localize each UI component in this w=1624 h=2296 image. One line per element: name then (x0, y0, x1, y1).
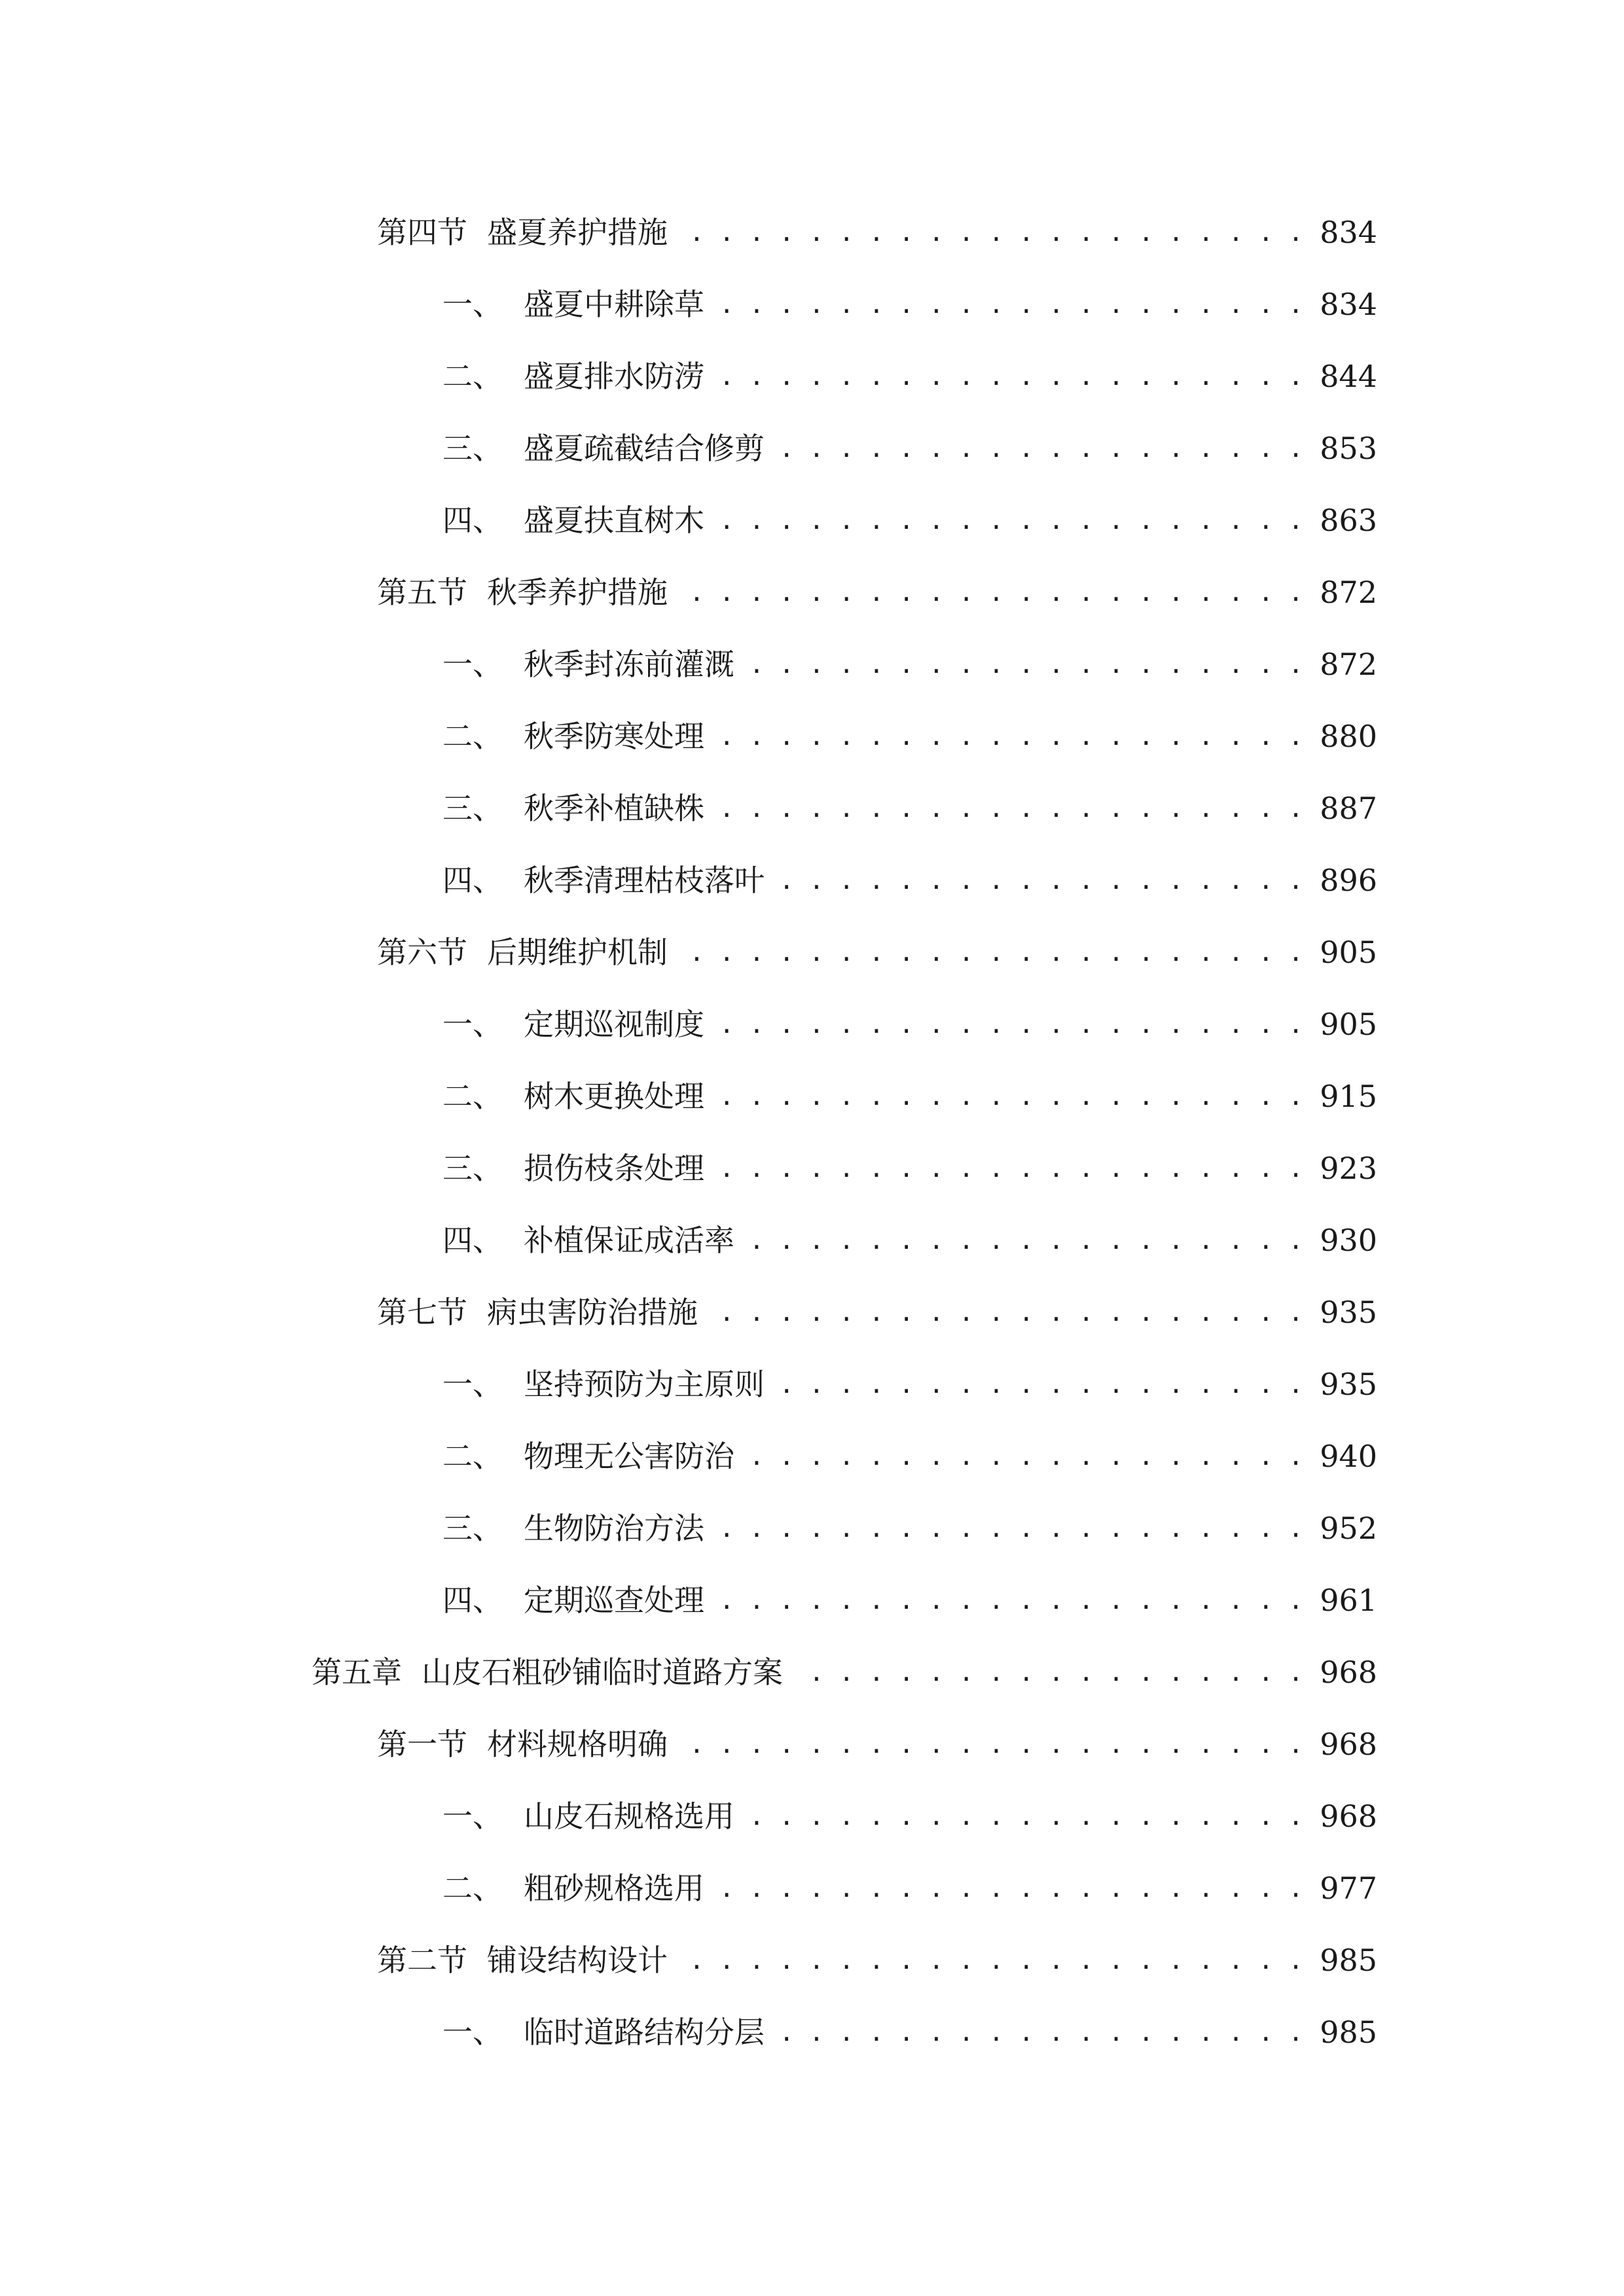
toc-dot-leader (713, 1009, 1303, 1039)
toc-dot-leader (677, 1945, 1303, 1975)
toc-page-number: 905 (1320, 935, 1377, 970)
toc-entry-heading (442, 1583, 704, 1618)
toc-dot-leader (707, 1297, 1303, 1327)
toc-entry-number: 四、 (442, 1223, 503, 1258)
toc-dot-leader (792, 1657, 1303, 1687)
toc-entry-heading (442, 1367, 765, 1402)
toc-page-number: 968 (1320, 1799, 1377, 1834)
toc-subsection-entry[interactable] (0, 412, 1624, 484)
toc-page-number: 915 (1320, 1079, 1377, 1114)
toc-dot-leader (677, 937, 1303, 967)
toc-subsection-entry[interactable] (0, 988, 1624, 1060)
toc-page-number: 930 (1320, 1223, 1377, 1258)
toc-entry-heading (377, 1943, 668, 1978)
toc-page-number: 985 (1320, 2015, 1377, 2050)
toc-entry-heading (442, 1511, 704, 1546)
toc-dot-leader (774, 1369, 1303, 1399)
toc-entry-heading (442, 359, 704, 394)
toc-entry-number: 第六节 (377, 935, 467, 970)
toc-dot-leader (713, 1081, 1303, 1111)
toc-entry-title: 盛夏中耕除草 (524, 287, 704, 322)
toc-dot-leader (713, 1153, 1303, 1183)
toc-entry-title: 病虫害防治措施 (487, 1295, 698, 1330)
toc-entry-heading (312, 1655, 783, 1690)
toc-entry-title: 材料规格明确 (487, 1727, 668, 1762)
toc-entry-heading (442, 1871, 704, 1906)
toc-entry-number: 一、 (442, 1799, 503, 1834)
toc-entry-number: 三、 (442, 1151, 503, 1186)
toc-entry-title: 山皮石粗砂铺临时道路方案 (422, 1655, 783, 1690)
toc-entry-title: 秋季封冻前灌溉 (524, 647, 734, 682)
toc-page-number: 977 (1320, 1871, 1377, 1906)
toc-entry-heading (442, 2015, 765, 2050)
toc-entry-number: 第一节 (377, 1727, 467, 1762)
toc-page-number: 853 (1320, 431, 1377, 466)
toc-entry-number: 第五章 (312, 1655, 402, 1690)
toc-entry-heading (442, 1223, 734, 1258)
toc-dot-leader (774, 2017, 1303, 2047)
toc-subsection-entry[interactable] (0, 1996, 1624, 2068)
toc-entry-heading (377, 1727, 668, 1762)
toc-section-entry[interactable] (0, 1276, 1624, 1348)
toc-subsection-entry[interactable] (0, 772, 1624, 844)
toc-entry-heading (442, 503, 704, 538)
toc-page-number: 872 (1320, 647, 1377, 682)
toc-entry-number: 第五节 (377, 575, 467, 610)
toc-page-number: 923 (1320, 1151, 1377, 1186)
toc-entry-title: 盛夏扶直树木 (524, 503, 704, 538)
toc-dot-leader (744, 649, 1303, 679)
toc-page-number: 968 (1320, 1727, 1377, 1762)
toc-page-number: 968 (1320, 1655, 1377, 1690)
toc-entry-number: 一、 (442, 2015, 503, 2050)
toc-entry-title: 盛夏养护措施 (487, 215, 668, 250)
toc-section-entry[interactable] (0, 1708, 1624, 1780)
toc-subsection-entry[interactable] (0, 1492, 1624, 1564)
toc-page-number: 863 (1320, 503, 1377, 538)
toc-dot-leader (677, 217, 1303, 247)
toc-dot-leader (774, 433, 1303, 463)
toc-section-entry[interactable] (0, 916, 1624, 988)
toc-entry-number: 四、 (442, 863, 503, 898)
toc-subsection-entry[interactable] (0, 1132, 1624, 1204)
toc-entry-number: 一、 (442, 287, 503, 322)
toc-subsection-entry[interactable] (0, 1348, 1624, 1420)
toc-entry-heading (442, 287, 704, 322)
toc-page-number: 887 (1320, 791, 1377, 826)
toc-subsection-entry[interactable] (0, 844, 1624, 916)
toc-entry-heading (377, 1295, 698, 1330)
toc-subsection-entry[interactable] (0, 628, 1624, 700)
toc-dot-leader (713, 1873, 1303, 1903)
toc-entry-title: 定期巡视制度 (524, 1007, 704, 1042)
toc-entry-number: 三、 (442, 431, 503, 466)
toc-dot-leader (713, 1585, 1303, 1615)
toc-entry-title: 粗砂规格选用 (524, 1871, 704, 1906)
toc-entry-heading (442, 1439, 734, 1474)
toc-entry-title: 秋季养护措施 (487, 575, 668, 610)
toc-entry-heading (442, 1007, 704, 1042)
toc-entry-heading (377, 935, 668, 970)
toc-entry-heading (442, 791, 704, 826)
toc-entry-number: 二、 (442, 359, 503, 394)
toc-entry-title: 后期维护机制 (487, 935, 668, 970)
toc-entry-title: 秋季补植缺株 (524, 791, 704, 826)
toc-section-entry[interactable] (0, 1924, 1624, 1996)
toc-entry-title: 临时道路结构分层 (524, 2015, 765, 2050)
toc-dot-leader (677, 1729, 1303, 1759)
toc-page-number: 940 (1320, 1439, 1377, 1474)
toc-page-number: 834 (1320, 287, 1377, 322)
toc-subsection-entry[interactable] (0, 1420, 1624, 1492)
toc-entry-title: 盛夏疏截结合修剪 (524, 431, 765, 466)
toc-entry-heading (442, 863, 765, 898)
toc-entry-title: 坚持预防为主原则 (524, 1367, 765, 1402)
toc-entry-title: 秋季防寒处理 (524, 719, 704, 754)
toc-entry-number: 第二节 (377, 1943, 467, 1978)
toc-page-number: 896 (1320, 863, 1377, 898)
toc-entry-heading (377, 575, 668, 610)
toc-chapter-entry[interactable] (0, 1636, 1624, 1708)
toc-dot-leader (744, 1225, 1303, 1255)
toc-entry-heading (377, 215, 668, 250)
toc-entry-number: 一、 (442, 647, 503, 682)
toc-dot-leader (713, 505, 1303, 535)
toc-section-entry[interactable] (0, 196, 1624, 268)
table-of-contents (0, 196, 1624, 2068)
toc-entry-number: 二、 (442, 719, 503, 754)
toc-entry-heading (442, 1799, 734, 1834)
toc-subsection-entry[interactable] (0, 1852, 1624, 1924)
toc-entry-title: 生物防治方法 (524, 1511, 704, 1546)
toc-entry-number: 三、 (442, 791, 503, 826)
toc-dot-leader (713, 1513, 1303, 1543)
toc-page-number: 961 (1320, 1583, 1377, 1618)
toc-entry-number: 二、 (442, 1439, 503, 1474)
toc-entry-heading (442, 1079, 704, 1114)
toc-subsection-entry[interactable] (0, 1060, 1624, 1132)
toc-subsection-entry[interactable] (0, 268, 1624, 340)
toc-subsection-entry[interactable] (0, 1204, 1624, 1276)
toc-dot-leader (774, 865, 1303, 895)
toc-section-entry[interactable] (0, 556, 1624, 628)
toc-page-number: 880 (1320, 719, 1377, 754)
toc-entry-number: 二、 (442, 1079, 503, 1114)
toc-entry-title: 补植保证成活率 (524, 1223, 734, 1258)
toc-entry-title: 定期巡查处理 (524, 1583, 704, 1618)
toc-subsection-entry[interactable] (0, 484, 1624, 556)
toc-page-number: 834 (1320, 215, 1377, 250)
toc-entry-title: 秋季清理枯枝落叶 (524, 863, 765, 898)
toc-entry-number: 第四节 (377, 215, 467, 250)
toc-entry-title: 盛夏排水防涝 (524, 359, 704, 394)
toc-dot-leader (677, 577, 1303, 607)
toc-entry-number: 三、 (442, 1511, 503, 1546)
toc-page-number: 844 (1320, 359, 1377, 394)
toc-dot-leader (713, 793, 1303, 823)
toc-entry-number: 一、 (442, 1367, 503, 1402)
toc-entry-title: 损伤枝条处理 (524, 1151, 704, 1186)
toc-subsection-entry[interactable] (0, 700, 1624, 772)
toc-entry-heading (442, 431, 765, 466)
toc-entry-number: 二、 (442, 1871, 503, 1906)
toc-subsection-entry[interactable] (0, 1780, 1624, 1852)
toc-entry-heading (442, 1151, 704, 1186)
toc-entry-title: 树木更换处理 (524, 1079, 704, 1114)
toc-dot-leader (713, 721, 1303, 751)
toc-entry-title: 铺设结构设计 (487, 1943, 668, 1978)
toc-page-number: 985 (1320, 1943, 1377, 1978)
toc-page-number: 952 (1320, 1511, 1377, 1546)
toc-page-number: 935 (1320, 1367, 1377, 1402)
toc-entry-number: 一、 (442, 1007, 503, 1042)
toc-entry-number: 第七节 (377, 1295, 467, 1330)
toc-dot-leader (713, 289, 1303, 319)
toc-page-number: 872 (1320, 575, 1377, 610)
toc-dot-leader (713, 361, 1303, 391)
toc-subsection-entry[interactable] (0, 340, 1624, 412)
toc-entry-heading (442, 719, 704, 754)
toc-page-number: 905 (1320, 1007, 1377, 1042)
toc-entry-number: 四、 (442, 1583, 503, 1618)
toc-dot-leader (744, 1441, 1303, 1471)
toc-page-number: 935 (1320, 1295, 1377, 1330)
toc-entry-title: 物理无公害防治 (524, 1439, 734, 1474)
toc-entry-number: 四、 (442, 503, 503, 538)
toc-subsection-entry[interactable] (0, 1564, 1624, 1636)
toc-entry-heading (442, 647, 734, 682)
toc-entry-title: 山皮石规格选用 (524, 1799, 734, 1834)
toc-dot-leader (744, 1801, 1303, 1831)
